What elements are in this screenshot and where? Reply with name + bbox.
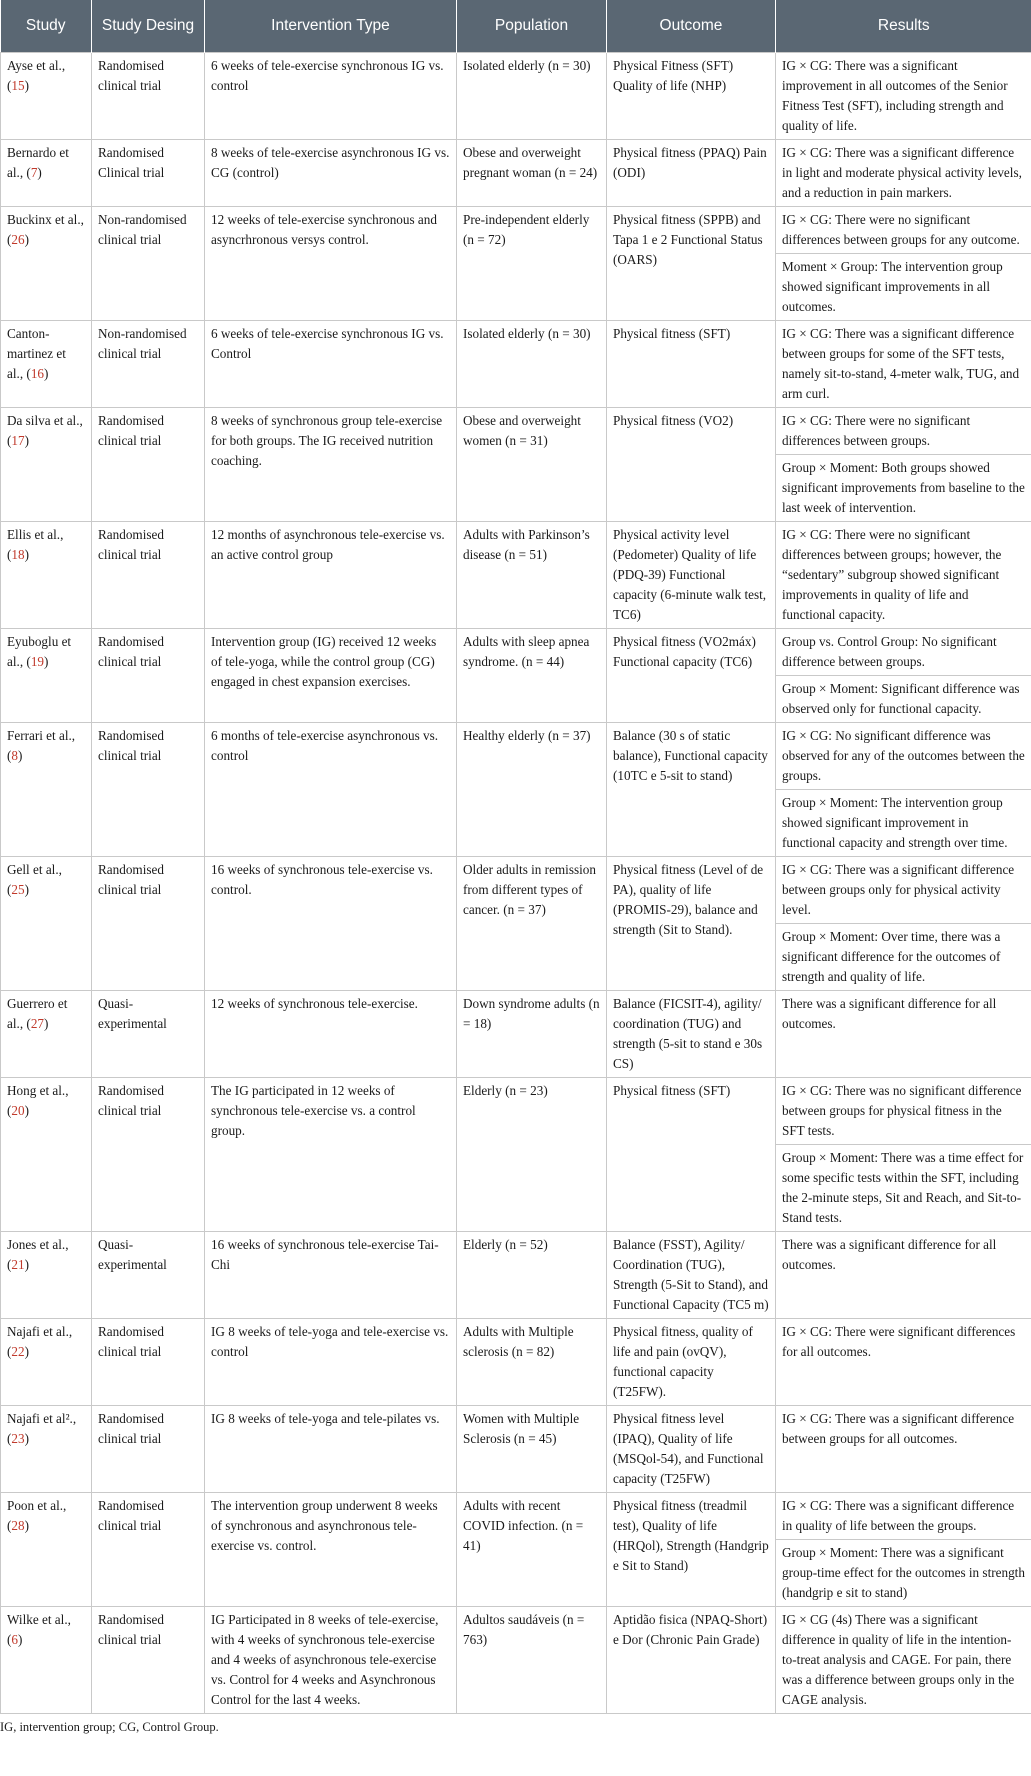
outcome-cell: Physical fitness, quality of life and pain (ovQV), functional capacity (T25FW). [607,1319,776,1406]
study-cell: Jones et al., (21) [1,1232,92,1319]
reference-link[interactable]: 18 [11,547,25,562]
table-row [1,1493,1031,1607]
result-entry: IG × CG: There was a significant difference in light and moderate physical activity levels, and a reduction in pain markers. [782,145,1022,200]
study-cell: Najafi et al., (22) [1,1319,92,1406]
results-cell [776,207,1031,321]
result-entry: IG × CG (4s) There was a significant difference in quality of life in the intention-to-treat analysis and CAGE. For pain, there was a difference between groups only in the CAGE analysis. [782,1612,1015,1707]
population-cell: Isolated elderly (n = 30) [457,53,607,140]
result-entry: IG × CG: There was a significant difference in quality of life between the groups. [782,1498,1015,1533]
reference-link[interactable]: 19 [30,654,45,669]
population-cell: Pre-independent elderly (n = 72) [457,207,607,321]
study-design-cell: Randomised Clinical trial [92,140,205,207]
reference-link[interactable]: 6 [11,1632,18,1647]
outcome-cell: Physical fitness (Level of de PA), quality of life (PROMIS-29), balance and strength (Sit to Stand). [607,857,776,991]
table-row [1,1607,1031,1714]
results-cell [776,1078,1031,1232]
result-entry: There was a significant difference for all outcomes. [782,1237,997,1272]
intervention-cell: The IG participated in 12 weeks of synchronous tele-exercise vs. a control group. [205,1078,457,1232]
outcome-cell: Balance (30 s of static balance), Functional capacity (10TC e 5-sit to stand) [607,723,776,857]
population-cell: Obese and overweight pregnant woman (n = 24) [457,140,607,207]
intervention-cell: 8 weeks of tele-exercise asynchronous IG vs. CG (control) [205,140,457,207]
outcome-cell: Balance (FSST), Agility/ Coordination (TUG), Strength (5-Sit to Stand), and Functional Capacity (TC5 m) [607,1232,776,1319]
result-entry: Group × Moment: Both groups showed significant improvements from baseline to the last week of intervention. [776,454,1031,521]
reference-link[interactable]: 16 [30,366,45,381]
table-header [1,0,1031,53]
study-design-cell: Randomised clinical trial [92,1493,205,1607]
table-footnote: IG, intervention group; CG, Control Group. [0,1720,219,1734]
study-name: Bernardo et al., [7,145,69,180]
results-cell [776,321,1031,408]
intervention-cell: 6 weeks of tele-exercise synchronous IG vs. Control [205,321,457,408]
table-row [1,522,1031,629]
outcome-cell: Physical fitness (VO2) [607,408,776,522]
study-name: Da silva et al., [7,413,83,428]
result-entry: IG × CG: There was a significant improvement in all outcomes of the Senior Fitness Test (SFT), including strength and quality of life. [782,58,1008,133]
study-name: Najafi et al., [7,1324,73,1339]
results-cell [776,1232,1031,1319]
results-cell [776,1319,1031,1406]
table-row [1,53,1031,140]
study-cell: Guerrero et al., (27) [1,991,92,1078]
result-entry: Group × Moment: Significant difference was observed only for functional capacity. [776,675,1031,722]
result-entry: IG × CG: No significant difference was observed for any of the outcomes between the groups. [782,728,1025,783]
study-design-cell: Randomised clinical trial [92,1319,205,1406]
study-cell: Gell et al., (25) [1,857,92,991]
intervention-cell: Intervention group (IG) received 12 weeks of tele-yoga, while the control group (CG) engaged in chest expansion exercises. [205,629,457,723]
intervention-cell: 16 weeks of synchronous tele-exercise Tai-Chi [205,1232,457,1319]
intervention-cell: 6 months of tele-exercise asynchronous vs. control [205,723,457,857]
outcome-cell: Physical fitness (treadmil test), Quality of life (HRQol), Strength (Handgrip e Sit to Stand) [607,1493,776,1607]
results-cell [776,522,1031,629]
result-entry: IG × CG: There were no significant differences between groups for any outcome. [782,212,1020,247]
result-entry: IG × CG: There was no significant difference between groups for physical fitness in the SFT tests. [782,1083,1022,1138]
reference-link[interactable]: 8 [11,748,18,763]
study-design-cell: Quasi-experimental [92,1232,205,1319]
intervention-cell: 12 weeks of tele-exercise synchronous and asyncrhronous versys control. [205,207,457,321]
result-entry: Group × Moment: The intervention group showed significant improvement in functional capacity and strength over time. [776,789,1031,856]
results-cell [776,723,1031,857]
table-row [1,408,1031,522]
study-design-cell: Randomised clinical trial [92,1406,205,1493]
outcome-cell: Physical fitness (SFT) [607,321,776,408]
study-design-cell: Randomised clinical trial [92,723,205,857]
study-design-cell: Quasi-experimental [92,991,205,1078]
outcome-cell: Physical fitness (VO2máx) Functional capacity (TC6) [607,629,776,723]
result-entry: IG × CG: There were no significant differences between groups; however, the “sedentary” subgroup showed significant improvements in quality of life and functional capacity. [782,527,1002,622]
reference-link[interactable]: 22 [11,1344,25,1359]
intervention-cell: 8 weeks of synchronous group tele-exercise for both groups. The IG received nutrition coaching. [205,408,457,522]
result-entry: IG × CG: There were no significant differences between groups. [782,413,971,448]
study-cell: Canton-martinez et al., (16) [1,321,92,408]
study-name: Ellis et al., [7,527,64,542]
results-cell [776,53,1031,140]
intervention-cell: IG Participated in 8 weeks of tele-exercise, with 4 weeks of synchronous tele-exercise and 4 weeks of asynchronous tele-exercise vs. Control for 4 weeks and Asynchronous Control for the last 4 weeks. [205,1607,457,1714]
table-row [1,723,1031,857]
population-cell: Adults with sleep apnea syndrome. (n = 44) [457,629,607,723]
table-row [1,1078,1031,1232]
results-cell [776,1607,1031,1714]
header-intervention-type: Intervention Type [205,0,457,53]
table-row [1,140,1031,207]
table-row [1,1319,1031,1406]
study-cell: Buckinx et al., (26) [1,207,92,321]
outcome-cell: Aptidão fisica (NPAQ-Short) e Dor (Chronic Pain Grade) [607,1607,776,1714]
result-entry: Group × Moment: There was a significant group-time effect for the outcomes in strength (handgrip e sit to stand) [776,1539,1031,1606]
header-population: Population [457,0,607,53]
study-name: Hong et al., [7,1083,69,1098]
study-cell: Wilke et al., (6) [1,1607,92,1714]
study-name: Gell et al., [7,862,62,877]
outcome-cell: Physical activity level (Pedometer) Quality of life (PDQ-39) Functional capacity (6-minute walk test, TC6) [607,522,776,629]
reference-link[interactable]: 20 [11,1103,25,1118]
study-cell: Ellis et al., (18) [1,522,92,629]
result-entry: Group × Moment: There was a time effect for some specific tests within the SFT, including the 2-minute steps, Sit and Reach, and Sit-to-Stand tests. [776,1144,1031,1231]
study-name: Guerrero et al., [7,996,68,1031]
outcome-cell: Physical fitness (SPPB) and Tapa 1 e 2 Functional Status (OARS) [607,207,776,321]
header-study: Study [1,0,92,53]
population-cell: Older adults in remission from different types of cancer. (n = 37) [457,857,607,991]
population-cell: Elderly (n = 52) [457,1232,607,1319]
intervention-cell: 16 weeks of synchronous tele-exercise vs. control. [205,857,457,991]
reference-link[interactable]: 17 [11,433,25,448]
result-entry: Group vs. Control Group: No significant difference between groups. [782,634,997,669]
study-name: Najafi et al²., [7,1411,77,1426]
study-cell: Najafi et al²., (23) [1,1406,92,1493]
outcome-cell: Physical fitness level (IPAQ), Quality of life (MSQol-54), and Functional capacity (T25FW) [607,1406,776,1493]
header-row [1,0,1031,53]
intervention-cell: IG 8 weeks of tele-yoga and tele-pilates vs. [205,1406,457,1493]
population-cell: Obese and overweight women (n = 31) [457,408,607,522]
result-entry: Moment × Group: The intervention group showed significant improvements in all outcomes. [776,253,1031,320]
table-row [1,991,1031,1078]
header-outcome: Outcome [607,0,776,53]
population-cell: Women with Multiple Sclerosis (n = 45) [457,1406,607,1493]
reference-link[interactable]: 28 [11,1518,25,1533]
outcome-cell: Physical fitness (PPAQ) Pain (ODI) [607,140,776,207]
study-cell: Eyuboglu et al., (19) [1,629,92,723]
intervention-cell: 12 months of asynchronous tele-exercise vs. an active control group [205,522,457,629]
table-row [1,207,1031,321]
study-name: Jones et al., [7,1237,69,1252]
table-row [1,857,1031,991]
reference-link[interactable]: 27 [30,1016,45,1031]
study-name: Poon et al., [7,1498,67,1513]
result-entry: IG × CG: There was a significant difference between groups for all outcomes. [782,1411,1015,1446]
reference-link[interactable]: 7 [30,165,38,180]
result-entry: There was a significant difference for all outcomes. [782,996,997,1031]
intervention-cell: The intervention group underwent 8 weeks of synchronous and asynchronous tele-exercise vs. control. [205,1493,457,1607]
study-name: Ayse et al., [7,58,66,73]
table-body [1,53,1031,1714]
population-cell: Adultos saudáveis (n = 763) [457,1607,607,1714]
table-row [1,321,1031,408]
table-row [1,629,1031,723]
population-cell: Isolated elderly (n = 30) [457,321,607,408]
reference-link[interactable]: 25 [11,882,25,897]
study-cell: Poon et al., (28) [1,1493,92,1607]
population-cell: Elderly (n = 23) [457,1078,607,1232]
study-name: Ferrari et al., [7,728,76,743]
study-design-cell: Non-randomised clinical trial [92,207,205,321]
population-cell: Adults with Parkinson’s disease (n = 51) [457,522,607,629]
study-design-cell: Randomised clinical trial [92,408,205,522]
study-design-cell: Randomised clinical trial [92,629,205,723]
reference-link[interactable]: 23 [11,1431,25,1446]
population-cell: Healthy elderly (n = 37) [457,723,607,857]
study-name: Wilke et al., [7,1612,71,1627]
header-study-design: Study Desing [92,0,205,53]
study-name: Buckinx et al., [7,212,84,227]
study-design-cell: Randomised clinical trial [92,53,205,140]
results-cell [776,408,1031,522]
study-design-cell: Randomised clinical trial [92,1607,205,1714]
study-name: Eyuboglu et al., [7,634,72,669]
study-design-cell: Randomised clinical trial [92,857,205,991]
outcome-cell: Physical fitness (SFT) [607,1078,776,1232]
study-cell: Da silva et al., (17) [1,408,92,522]
results-cell [776,629,1031,723]
reference-link[interactable]: 26 [11,232,25,247]
outcome-cell: Balance (FICSIT-4), agility/ coordination (TUG) and strength (5-sit to stand e 30s CS) [607,991,776,1078]
reference-link[interactable]: 21 [11,1257,25,1272]
results-cell [776,1493,1031,1607]
population-cell: Adults with recent COVID infection. (n = 41) [457,1493,607,1607]
intervention-cell: 12 weeks of synchronous tele-exercise. [205,991,457,1078]
result-entry: IG × CG: There was a significant difference between groups only for physical activity level. [782,862,1015,917]
result-entry: IG × CG: There was a significant difference between groups for some of the SFT tests, namely sit-to-stand, 4-meter walk, TUG, and arm curl. [782,326,1020,401]
outcome-cell: Physical Fitness (SFT) Quality of life (NHP) [607,53,776,140]
table-row [1,1232,1031,1319]
study-cell: Ferrari et al., (8) [1,723,92,857]
study-design-cell: Randomised clinical trial [92,522,205,629]
intervention-cell: IG 8 weeks of tele-yoga and tele-exercise vs. control [205,1319,457,1406]
study-design-cell: Non-randomised clinical trial [92,321,205,408]
study-cell: Ayse et al., (15) [1,53,92,140]
result-entry: Group × Moment: Over time, there was a significant difference for the outcomes of strength and quality of life. [776,923,1031,990]
results-cell [776,140,1031,207]
header-results: Results [776,0,1031,53]
study-design-cell: Randomised clinical trial [92,1078,205,1232]
study-cell: Bernardo et al., (7) [1,140,92,207]
results-cell [776,991,1031,1078]
study-cell: Hong et al., (20) [1,1078,92,1232]
study-name: Canton-martinez et al., [7,326,66,381]
results-cell [776,857,1031,991]
reference-link[interactable]: 15 [11,78,25,93]
table-row [1,1406,1031,1493]
population-cell: Adults with Multiple sclerosis (n = 82) [457,1319,607,1406]
intervention-cell: 6 weeks of tele-exercise synchronous IG vs. control [205,53,457,140]
result-entry: IG × CG: There were significant differences for all outcomes. [782,1324,1016,1359]
results-cell [776,1406,1031,1493]
population-cell: Down syndrome adults (n = 18) [457,991,607,1078]
